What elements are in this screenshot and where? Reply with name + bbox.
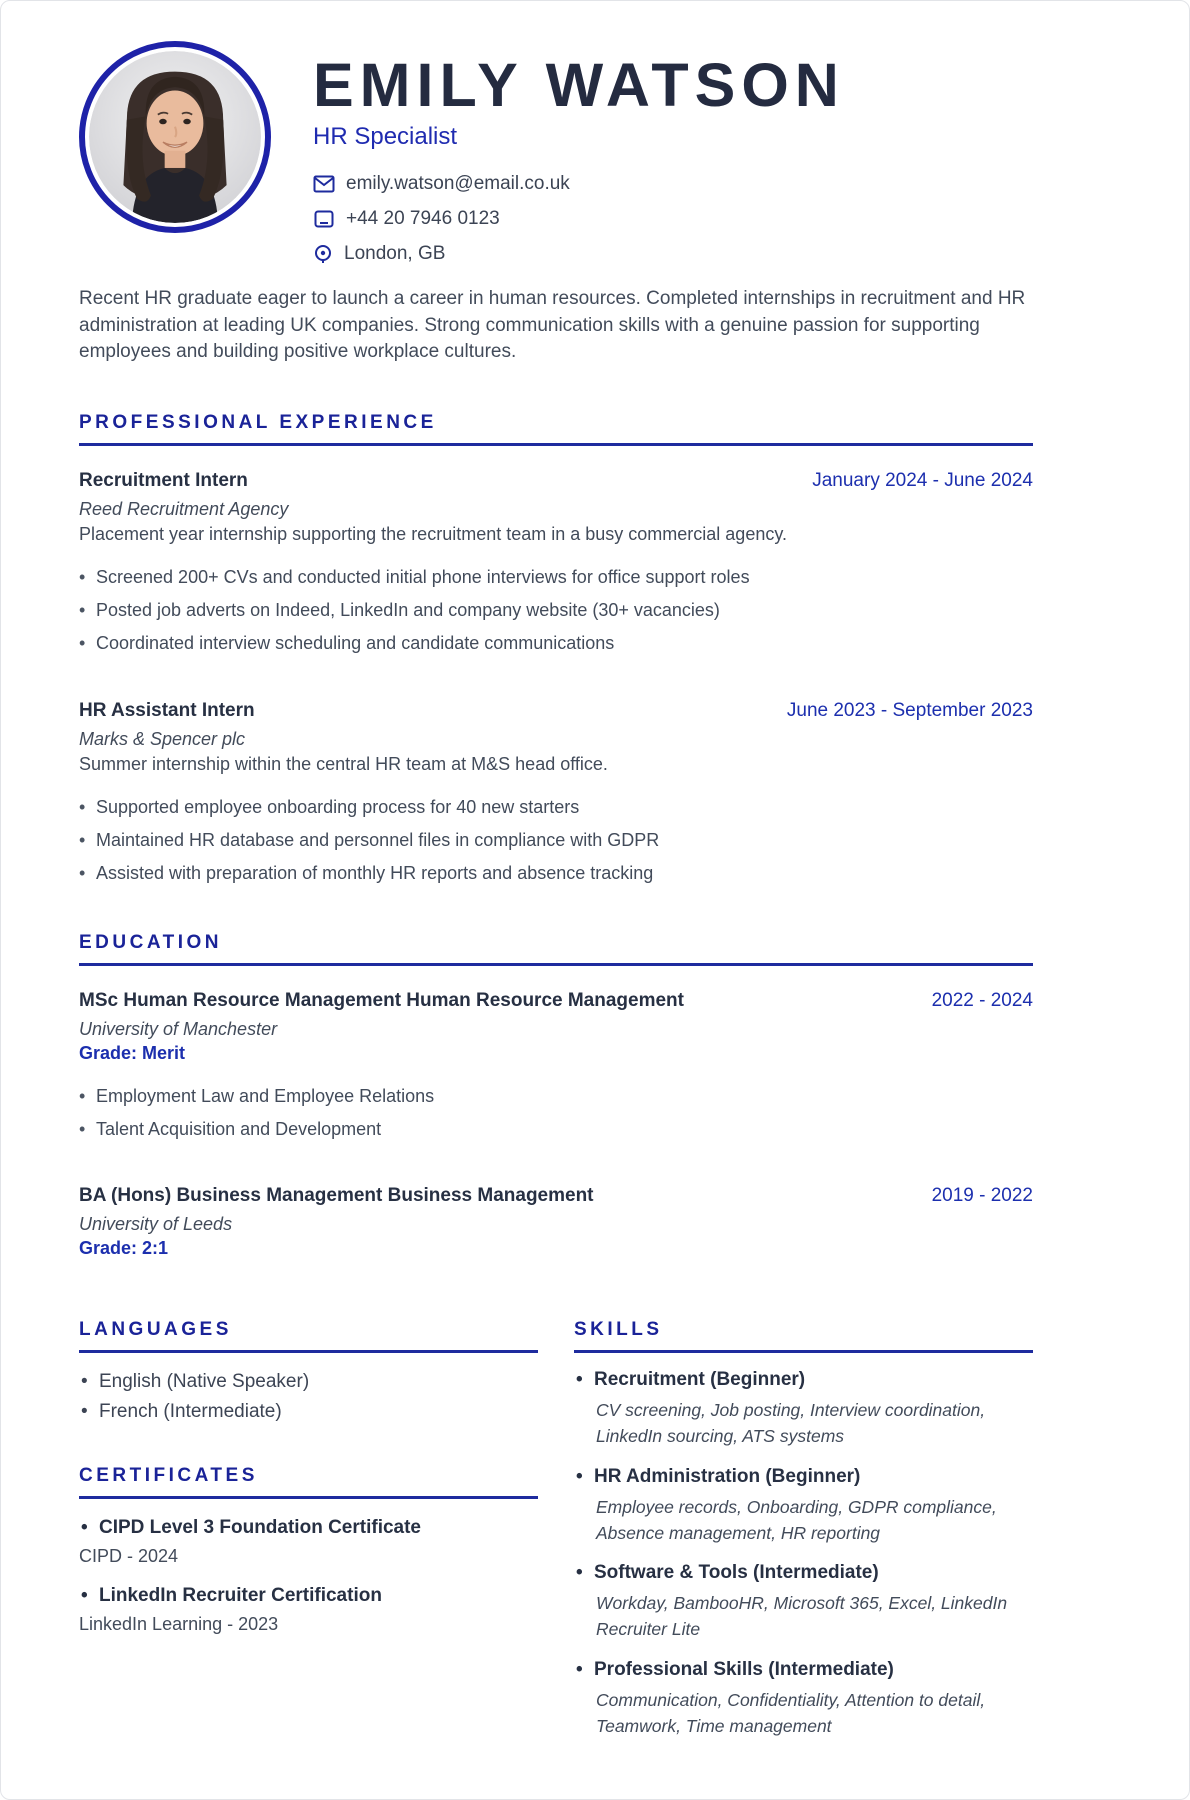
job-title: HR Assistant Intern [79,699,255,721]
job-description: Summer internship within the central HR team at M&S head office. [79,753,608,774]
professional-summary: Recent HR graduate eager to launch a career in human resources. Completed internships in recruitment and HR administration at leading UK companies. Strong communication skills with a genuine passion for supporting employees and building positive workplace cultures. [79,288,1026,363]
job-bullet: • Assisted with preparation of monthly HR reports and absence tracking [79,861,1033,885]
section-education [79,932,1033,1260]
job-description: Placement year internship supporting the recruitment team in a busy commercial agency. [79,523,788,544]
skill-item [574,1659,1033,1740]
skill-name: • Software & Tools (Intermediate) [574,1562,1033,1584]
job-bullet: • Maintained HR database and personnel files in compliance with GDPR [79,828,1033,852]
degree-dates: 2019 - 2022 [931,1185,1033,1207]
section-divider [79,963,1033,966]
job-dates: June 2023 - September 2023 [786,699,1033,721]
job-company: Reed Recruitment Agency [79,498,289,519]
degree-school: University of Leeds [79,1214,233,1235]
location-pin-icon [313,244,333,264]
section-divider [79,1350,538,1353]
degree-dates: 2022 - 2024 [931,989,1033,1011]
job-entry [79,700,1033,886]
skill-name: • Professional Skills (Intermediate) [574,1659,1033,1681]
cv-header [79,41,1033,278]
degree-entry [79,1185,1033,1259]
certificate-issuer: LinkedIn Learning - 2023 [79,1614,279,1635]
section-divider [574,1350,1033,1353]
language-list [79,1371,538,1423]
section-heading: PROFESSIONAL EXPERIENCE [79,411,437,433]
job-bullet-list [79,565,1033,656]
certificate-item [79,1517,538,1567]
contact-email: emily.watson@email.co.uk [346,173,570,195]
bottom-columns [79,1319,1033,1739]
section-heading: LANGUAGES [79,1319,232,1341]
left-column [79,1319,538,1739]
language-item: • French (Intermediate) [79,1401,538,1423]
degree-bullet: • Employment Law and Employee Relations [79,1084,1033,1108]
section-heading: EDUCATION [79,931,223,953]
skill-name: • Recruitment (Beginner) [574,1369,1033,1391]
skill-details: CV screening, Job posting, Interview coordination, LinkedIn sourcing, ATS systems [596,1400,986,1447]
section-skills [574,1319,1033,1739]
degree-title: BA (Hons) Business Management Business Management [79,1185,594,1207]
degree-title: MSc Human Resource Management Human Resource Management [79,989,684,1011]
language-item: • English (Native Speaker) [79,1371,538,1393]
right-column [574,1319,1033,1739]
header-text-block [313,41,845,278]
job-company: Marks & Spencer plc [79,728,246,749]
person-job-title: HR Specialist [313,123,458,151]
section-certificates [79,1465,538,1635]
skill-details: Workday, BambooHR, Microsoft 365, Excel, LinkedIn Recruiter Lite [596,1593,1008,1640]
section-languages [79,1319,538,1423]
contact-location-row [313,243,845,265]
job-title: Recruitment Intern [79,469,248,491]
skill-item [574,1562,1033,1643]
job-bullet: • Screened 200+ CVs and conducted initial phone interviews for office support roles [79,565,1033,589]
contact-phone-row [313,208,845,230]
section-heading: CERTIFICATES [79,1465,258,1487]
phone-icon [313,210,335,228]
section-heading: SKILLS [574,1319,663,1341]
certificate-name: • LinkedIn Recruiter Certification [79,1585,538,1607]
job-bullet: • Coordinated interview scheduling and candidate communications [79,631,1033,655]
skill-details: Employee records, Onboarding, GDPR compliance, Absence management, HR reporting [596,1496,997,1543]
degree-bullet-list [79,1084,1033,1142]
degree-school: University of Manchester [79,1018,278,1039]
section-divider [79,1496,538,1499]
skill-item [574,1369,1033,1450]
skill-name: • HR Administration (Beginner) [574,1466,1033,1488]
profile-photo-illustration [89,51,261,223]
degree-entry [79,990,1033,1142]
skill-item [574,1466,1033,1547]
contact-list [313,173,845,265]
person-name: EMILY WATSON [313,51,845,119]
contact-email-row [313,173,845,195]
certificate-item [79,1585,538,1635]
job-bullet-list [79,795,1033,886]
profile-photo [79,41,271,233]
section-divider [79,443,1033,446]
job-bullet: • Posted job adverts on Indeed, LinkedIn and company website (30+ vacancies) [79,598,1033,622]
contact-phone: +44 20 7946 0123 [346,208,500,230]
certificate-name: • CIPD Level 3 Foundation Certificate [79,1517,538,1539]
section-professional-experience [79,412,1033,886]
degree-grade: Grade: 2:1 [79,1238,169,1259]
job-entry [79,470,1033,656]
job-dates: January 2024 - June 2024 [812,469,1033,491]
job-bullet: • Supported employee onboarding process for 40 new starters [79,795,1033,819]
degree-grade: Grade: Merit [79,1042,186,1063]
certificate-issuer: CIPD - 2024 [79,1546,179,1567]
contact-location: London, GB [344,243,446,265]
skill-details: Communication, Confidentiality, Attention to detail, Teamwork, Time management [596,1689,986,1736]
envelope-icon [313,175,335,193]
degree-bullet: • Talent Acquisition and Development [79,1117,1033,1141]
